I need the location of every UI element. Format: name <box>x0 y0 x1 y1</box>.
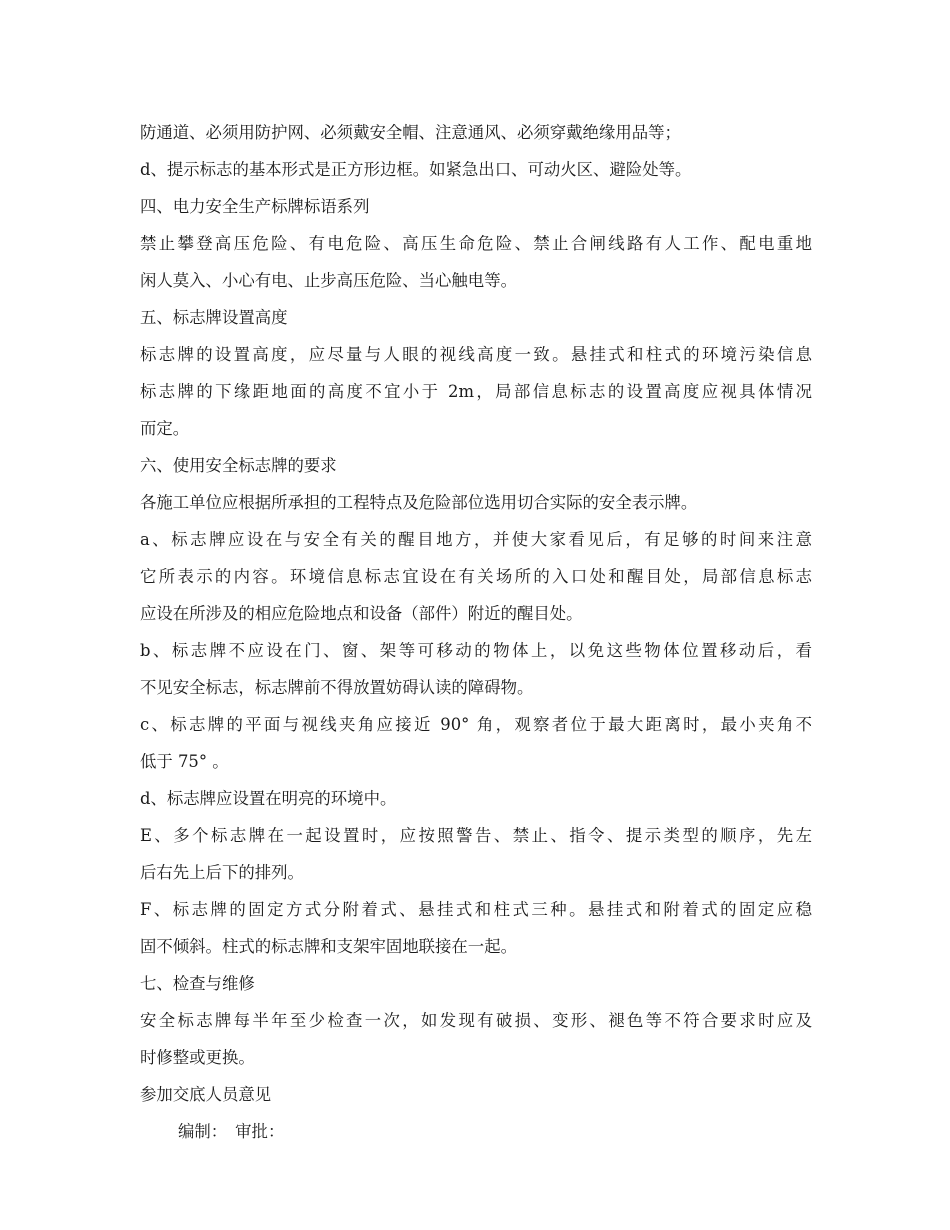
text-line: 不见安全标志，标志牌前不得放置妨碍认读的障碍物。 <box>140 678 534 697</box>
text-line: E、多个标志牌在一起设置时，应按照警告、禁止、指令、提示类型的顺序，先左 <box>140 826 812 845</box>
section-heading: 七、检查与维修 <box>140 974 255 993</box>
text-line: 固不倾斜。柱式的标志牌和支架牢固地联接在一起。 <box>140 937 517 956</box>
text-line: 禁止攀登高压危险、有电危险、高压生命危险、禁止合闸线路有人工作、配电重地 <box>140 234 812 253</box>
text-line: 它所表示的内容。环境信息标志宜设在有关场所的入口处和醒目处，局部信息标志 <box>140 567 812 586</box>
text-line: 而定。 <box>140 419 190 438</box>
text-line: 时修整或更换。 <box>140 1048 255 1067</box>
compiled-by-label: 编制： <box>178 1122 228 1141</box>
text-line: 后右先上后下的排列。 <box>140 863 304 882</box>
document-body <box>140 114 812 1150</box>
text-line: d、提示标志的基本形式是正方形边框。如紧急出口、可动火区、避险处等。 <box>140 160 692 179</box>
signature-line <box>140 1113 812 1150</box>
text-line: 标志牌的下缘距地面的高度不宜小于 2m，局部信息标志的设置高度应视具体情况 <box>140 382 812 401</box>
section-heading: 五、标志牌设置高度 <box>140 308 288 327</box>
text-line: c、标志牌的平面与视线夹角应接近 90° 角，观察者位于最大距离时，最小夹角不 <box>140 715 812 734</box>
section-heading: 六、使用安全标志牌的要求 <box>140 456 337 475</box>
text-line: 各施工单位应根据所承担的工程特点及危险部位选用切合实际的安全表示牌。 <box>140 493 698 512</box>
approved-by-label: 审批： <box>235 1122 285 1141</box>
section-heading: 四、电力安全生产标牌标语系列 <box>140 197 370 216</box>
text-line: 参加交底人员意见 <box>140 1085 272 1104</box>
text-line: b、标志牌不应设在门、窗、架等可移动的物体上，以免这些物体位置移动后，看 <box>140 641 812 660</box>
text-line: 标志牌的设置高度，应尽量与人眼的视线高度一致。悬挂式和柱式的环境污染信息 <box>140 345 812 364</box>
text-line: 应设在所涉及的相应危险地点和设备（部件）附近的醒目处。 <box>140 604 583 623</box>
text-line: 防通道、必须用防护网、必须戴安全帽、注意通风、必须穿戴绝缘用品等； <box>140 123 681 142</box>
text-line: a、标志牌应设在与安全有关的醒目地方，并使大家看见后，有足够的时间来注意 <box>140 530 812 549</box>
text-line: 闲人莫入、小心有电、止步高压危险、当心触电等。 <box>140 271 517 290</box>
text-line: d、标志牌应设置在明亮的环境中。 <box>140 789 397 808</box>
text-line: 安全标志牌每半年至少检查一次，如发现有破损、变形、褪色等不符合要求时应及 <box>140 1011 812 1030</box>
text-line: F、标志牌的固定方式分附着式、悬挂式和柱式三种。悬挂式和附着式的固定应稳 <box>140 900 812 919</box>
text-line: 低于 75° 。 <box>140 752 229 771</box>
